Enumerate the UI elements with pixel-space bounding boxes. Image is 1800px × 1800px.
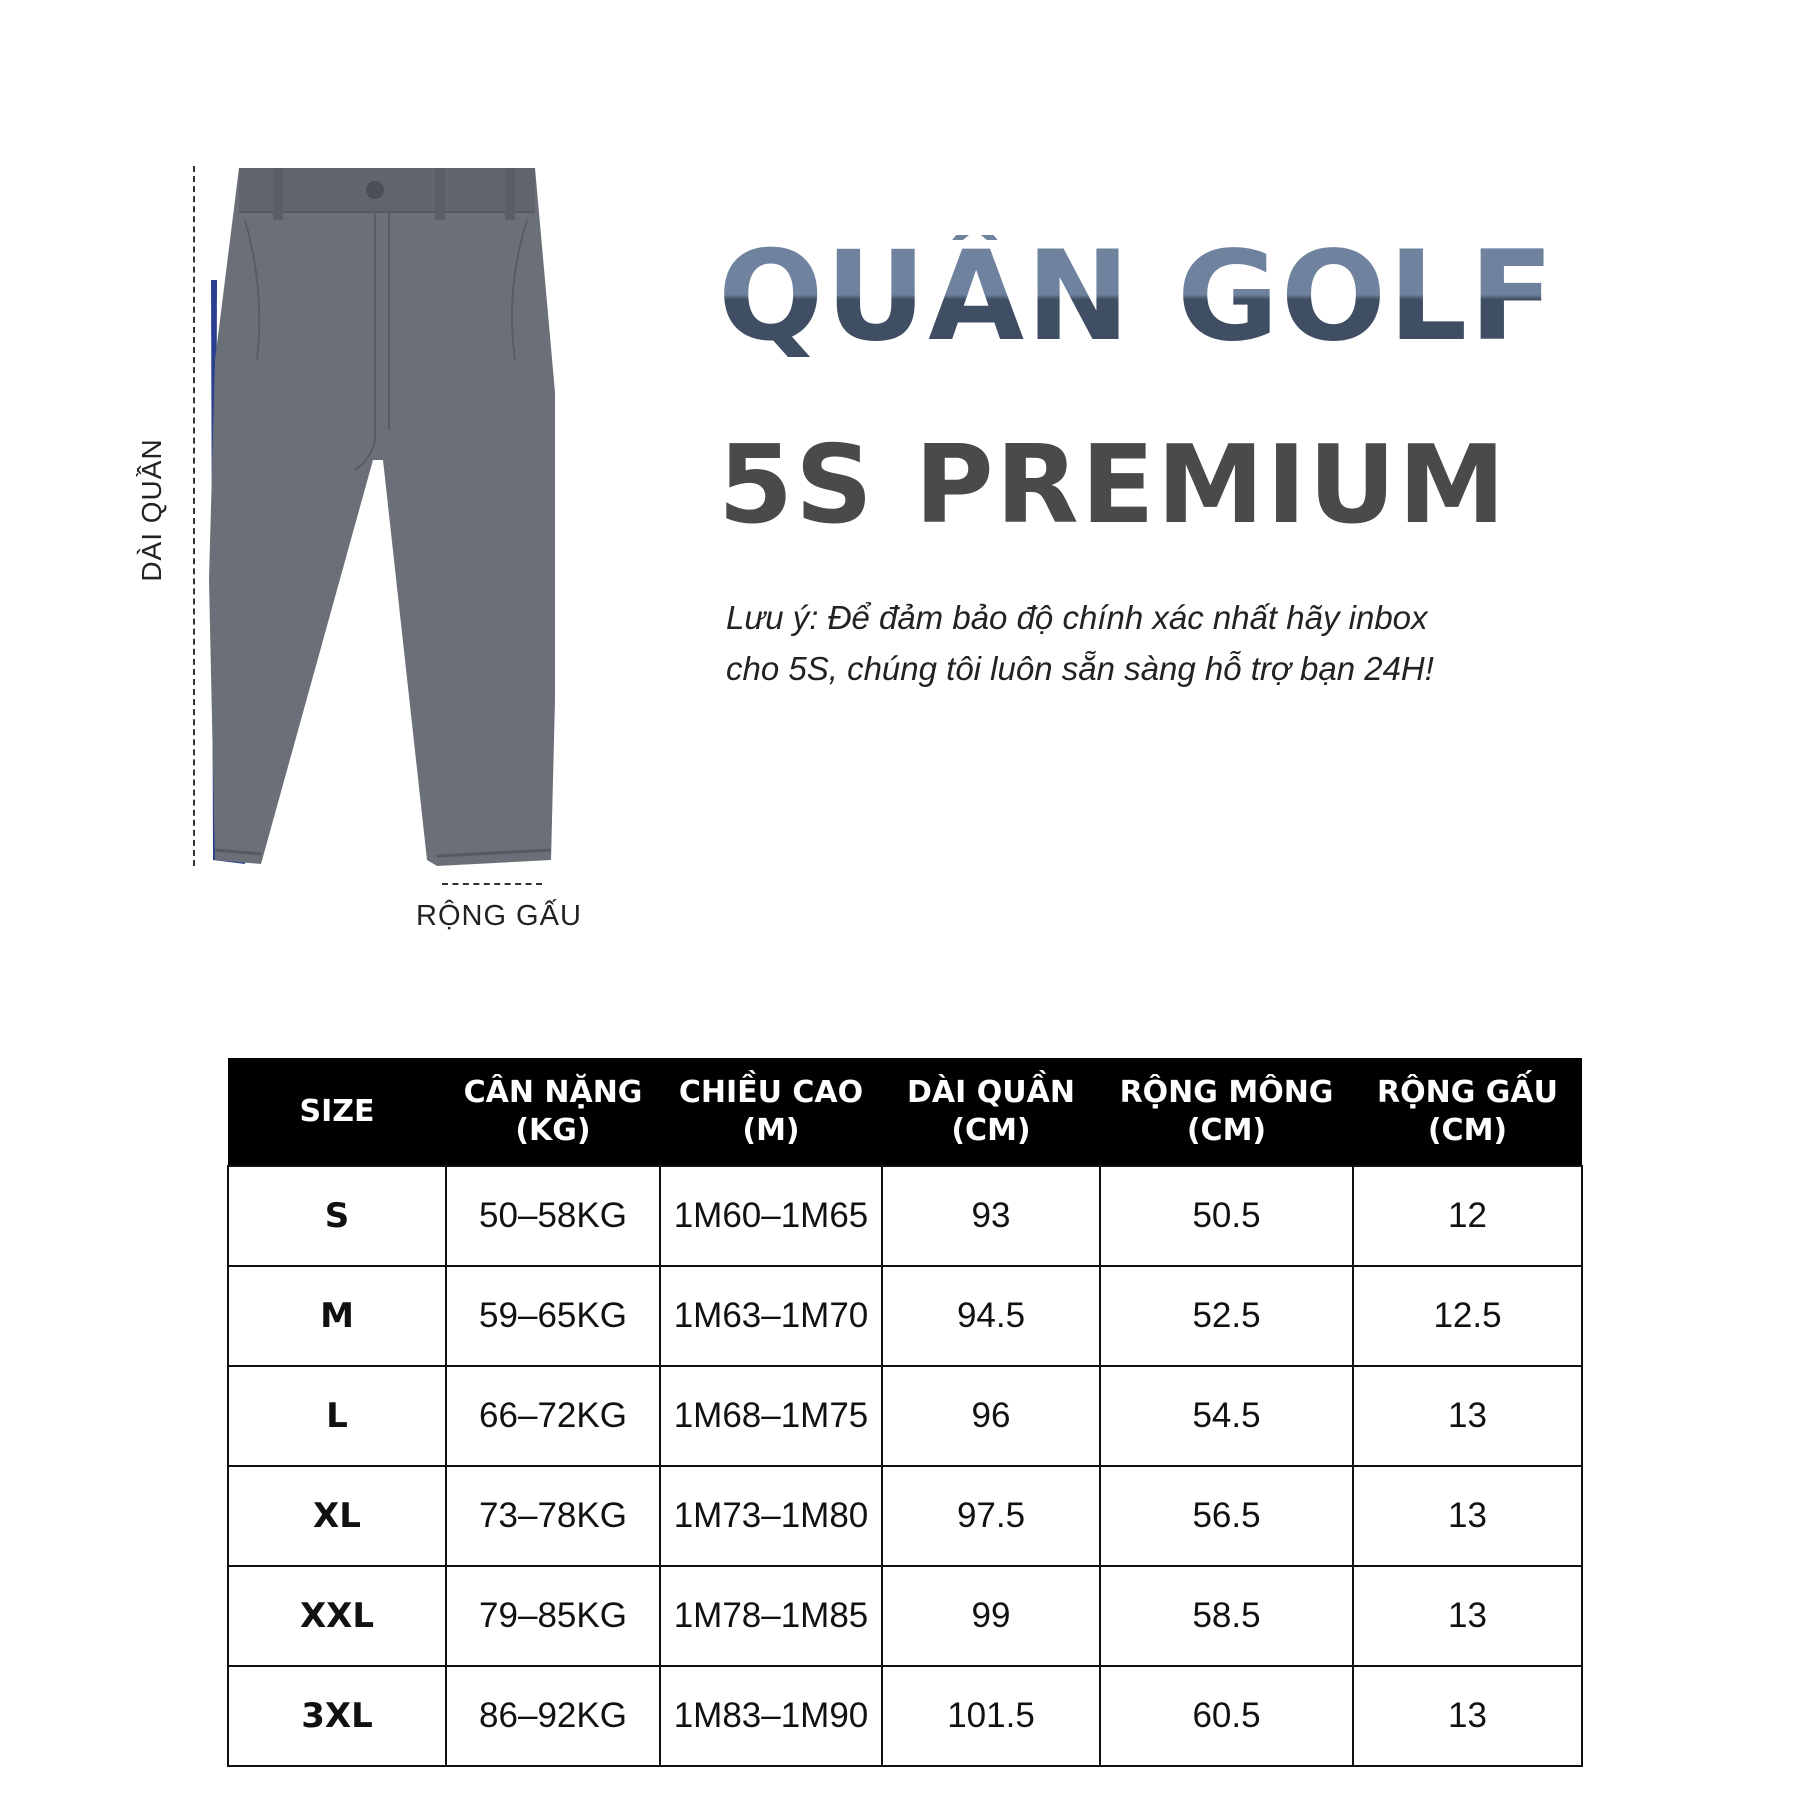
table-row [228,1466,1582,1566]
table-row [228,1266,1582,1366]
cell-length: 99 [882,1566,1100,1666]
cell-weight: 73–78KG [446,1466,660,1566]
header-hip: RỘNG MÔNG (CM) [1100,1058,1353,1166]
cell-hip: 60.5 [1100,1666,1353,1766]
cell-size: S [228,1166,446,1266]
table-header-row [228,1058,1582,1166]
pants-button [366,181,384,199]
hem-dimension-line [442,883,542,885]
cell-height: 1M63–1M70 [660,1266,882,1366]
pants-body [209,168,555,866]
cell-size: 3XL [228,1666,446,1766]
note-line-2: cho 5S, chúng tôi luôn sẵn sàng hỗ trợ bạn 24H! [726,650,1434,687]
cell-length: 93 [882,1166,1100,1266]
cell-hip: 56.5 [1100,1466,1353,1566]
cell-size: XL [228,1466,446,1566]
product-title-line2: 5S PREMIUM [718,423,1508,548]
cell-hem: 13 [1353,1366,1582,1466]
cell-hem: 12.5 [1353,1266,1582,1366]
length-dimension-line [193,166,195,866]
cell-height: 1M83–1M90 [660,1666,882,1766]
table-row [228,1166,1582,1266]
hem-label: RỘNG GẤU [416,900,582,932]
note-line-1: Lưu ý: Để đảm bảo độ chính xác nhất hãy inbox [726,599,1428,636]
cell-hip: 58.5 [1100,1566,1353,1666]
cell-length: 96 [882,1366,1100,1466]
cell-height: 1M60–1M65 [660,1166,882,1266]
cell-size: M [228,1266,446,1366]
cell-height: 1M73–1M80 [660,1466,882,1566]
golf-pants-image [205,160,555,880]
header-length: DÀI QUẦN (CM) [882,1058,1100,1166]
cell-height: 1M78–1M85 [660,1566,882,1666]
header-height: CHIỀU CAO (M) [660,1058,882,1166]
cell-hip: 54.5 [1100,1366,1353,1466]
cell-hip: 52.5 [1100,1266,1353,1366]
header-weight: CÂN NẶNG (KG) [446,1058,660,1166]
cell-hem: 13 [1353,1566,1582,1666]
cell-hip: 50.5 [1100,1166,1353,1266]
cell-height: 1M68–1M75 [660,1366,882,1466]
cell-hem: 13 [1353,1666,1582,1766]
cell-length: 94.5 [882,1266,1100,1366]
cell-weight: 59–65KG [446,1266,660,1366]
cell-weight: 50–58KG [446,1166,660,1266]
cell-weight: 79–85KG [446,1566,660,1666]
cell-weight: 86–92KG [446,1666,660,1766]
pants-waistband [239,168,535,212]
cell-hem: 13 [1353,1466,1582,1566]
note-text [726,592,1526,694]
header-hem: RỘNG GẤU (CM) [1353,1058,1582,1166]
header-size: SIZE [228,1058,446,1166]
cell-weight: 66–72KG [446,1366,660,1466]
cell-hem: 12 [1353,1166,1582,1266]
table-row [228,1566,1582,1666]
table-row [228,1366,1582,1466]
length-label: DÀI QUẦN [136,438,167,582]
cell-length: 97.5 [882,1466,1100,1566]
cell-length: 101.5 [882,1666,1100,1766]
cell-size: XXL [228,1566,446,1666]
table-row [228,1666,1582,1766]
product-title-line1: QUẦN GOLF [718,225,1556,369]
size-chart-table [227,1058,1583,1767]
cell-size: L [228,1366,446,1466]
